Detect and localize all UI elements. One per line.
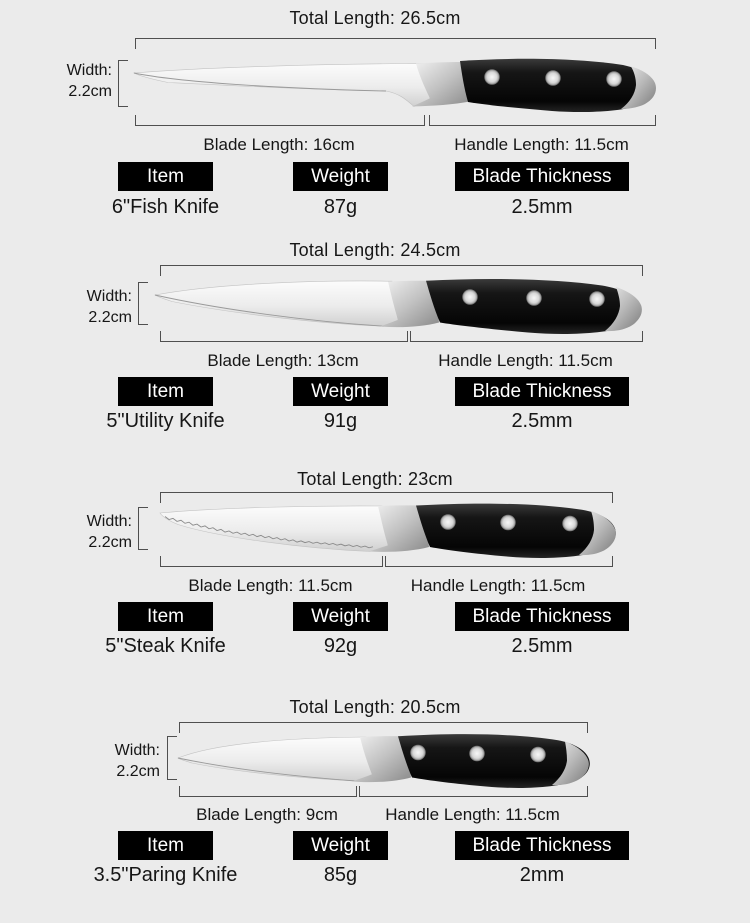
handle-length-bracket: [359, 786, 588, 797]
handle-length-label: Handle Length: 11.5cm: [410, 576, 586, 595]
width-label: [78, 740, 160, 782]
blade-length-label: Blade Length: 9cm: [196, 805, 338, 824]
blade-length-bracket: [160, 556, 383, 567]
width-label: [50, 511, 132, 553]
total-length-label: Total Length: 24.5cm: [289, 240, 461, 260]
item-value: 6"Fish Knife: [111, 196, 220, 218]
weight-value: 92g: [323, 635, 358, 657]
blade: [160, 506, 388, 552]
handle-length-label: Handle Length: 11.5cm: [454, 135, 629, 154]
handle-length-bracket: [385, 556, 613, 567]
rivet: [485, 70, 500, 85]
width-value: 2.2cm: [88, 534, 132, 551]
width-label-title: Width:: [66, 62, 112, 79]
weight-header: Weight: [293, 377, 388, 406]
rivet: [546, 71, 561, 86]
total-length-label: Total Length: 23cm: [297, 469, 453, 489]
width-label: [50, 286, 132, 328]
blade-thickness-value: 2.5mm: [511, 410, 573, 432]
width-value: 2.2cm: [68, 83, 112, 100]
item-value: 5"Steak Knife: [105, 635, 226, 657]
rivet: [527, 291, 542, 306]
blade-thickness-value: 2mm: [519, 864, 565, 886]
item-header: Item: [118, 602, 213, 631]
blade-thickness-header: Blade Thickness: [455, 162, 629, 191]
width-value: 2.2cm: [88, 309, 132, 326]
handle-length-bracket: [410, 331, 643, 342]
blade-length-bracket: [179, 786, 357, 797]
blade-length-bracket: [135, 115, 425, 126]
width-bracket: [138, 282, 148, 325]
item-header: Item: [118, 377, 213, 406]
blade-thickness-header: Blade Thickness: [455, 377, 629, 406]
width-bracket: [138, 507, 148, 550]
total-length-bracket: [135, 38, 656, 49]
width-label-title: Width:: [86, 513, 132, 530]
blade: [155, 281, 398, 326]
blade-length-bracket: [160, 331, 408, 342]
rivet: [441, 515, 456, 530]
weight-value: 87g: [323, 196, 358, 218]
width-bracket: [167, 736, 177, 780]
handle: [426, 279, 641, 334]
blade-thickness-header: Blade Thickness: [455, 831, 629, 860]
width-bracket: [118, 60, 128, 107]
width-label-title: Width:: [86, 288, 132, 305]
width-label: [30, 60, 112, 102]
blade-length-label: Blade Length: 11.5cm: [188, 576, 353, 595]
weight-value: 91g: [323, 410, 358, 432]
handle-length-bracket: [429, 115, 656, 126]
blade-length-label: Blade Length: 16cm: [203, 135, 355, 154]
rivet: [470, 746, 485, 761]
handle: [460, 59, 655, 112]
weight-header: Weight: [293, 602, 388, 631]
blade-thickness-value: 2.5mm: [511, 635, 573, 657]
width-value: 2.2cm: [116, 763, 160, 780]
item-header: Item: [118, 162, 213, 191]
total-length-bracket: [160, 265, 643, 276]
blade-thickness-value: 2.5mm: [511, 196, 573, 218]
total-length-label: Total Length: 20.5cm: [289, 697, 461, 717]
total-length-label: Total Length: 26.5cm: [289, 8, 461, 28]
rivet: [501, 515, 516, 530]
blade-thickness-header: Blade Thickness: [455, 602, 629, 631]
weight-header: Weight: [293, 831, 388, 860]
weight-value: 85g: [323, 864, 358, 886]
rivet: [463, 290, 478, 305]
weight-header: Weight: [293, 162, 388, 191]
rivet: [411, 745, 426, 760]
knife-illustration-fish: [118, 54, 663, 118]
blade: [178, 737, 372, 781]
handle-length-label: Handle Length: 11.5cm: [438, 351, 613, 370]
blade-length-label: Blade Length: 13cm: [207, 351, 359, 370]
item-value: 5"Utility Knife: [106, 410, 225, 432]
blade: [134, 64, 430, 107]
handle-length-label: Handle Length: 11.5cm: [385, 805, 560, 824]
rivet: [531, 747, 546, 762]
width-label-title: Width:: [114, 742, 160, 759]
rivet: [590, 292, 605, 307]
rivet: [563, 516, 578, 531]
item-value: 3.5"Paring Knife: [93, 864, 238, 886]
item-header: Item: [118, 831, 213, 860]
rivet: [607, 72, 622, 87]
